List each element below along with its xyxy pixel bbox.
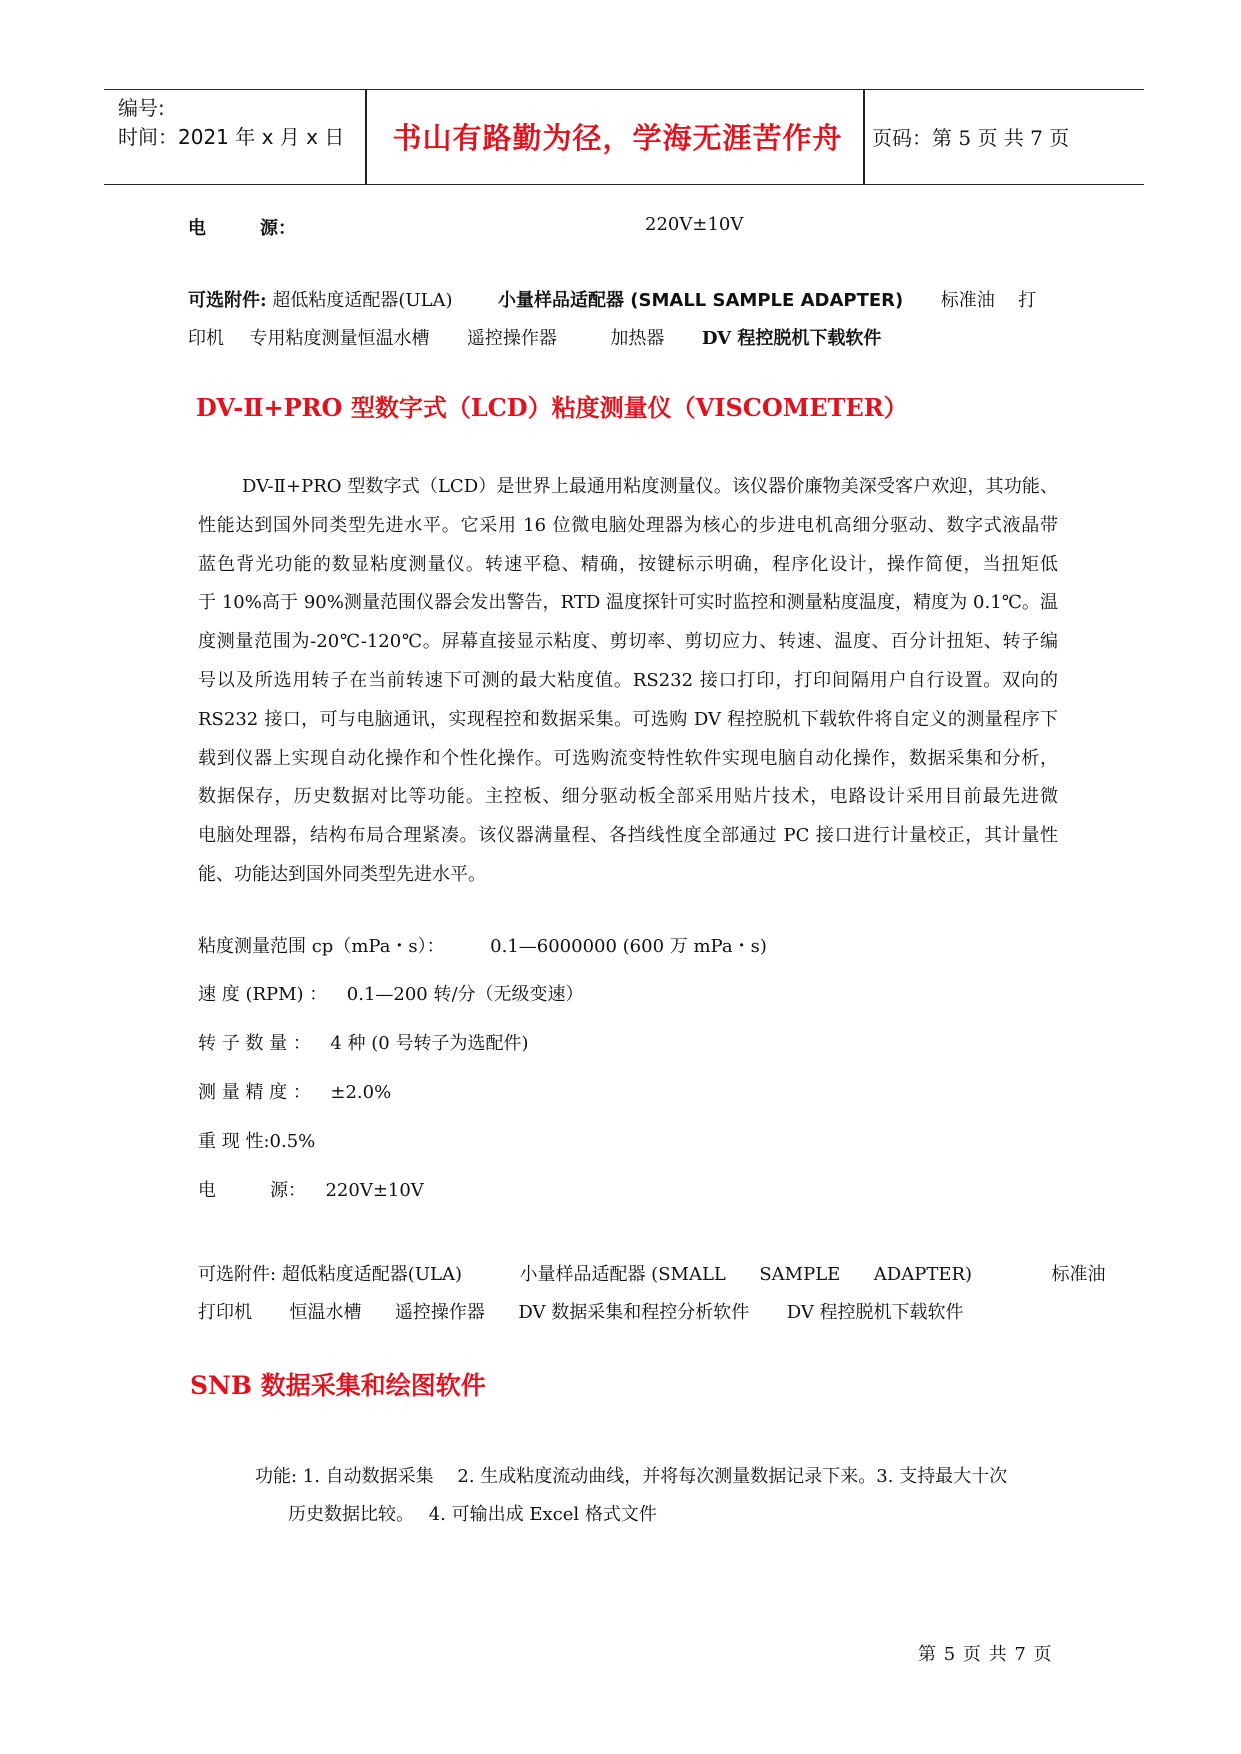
- paragraph-line: 能、功能达到国外同类型先进水平。: [198, 863, 486, 885]
- spec-row: [198, 1176, 424, 1202]
- accessory-item: 恒温水槽: [289, 1302, 362, 1323]
- accessory-item: 遥控操作器: [394, 1302, 485, 1323]
- header-page-info: 页码：第 5 页 共 7 页: [872, 126, 1070, 150]
- spec-label: 重 现 性:: [198, 1131, 270, 1152]
- accessory-item: 小量样品适配器 (SMALL SAMPLE ADAPTER): [498, 290, 904, 311]
- accessory-item: 专用粘度测量恒温水槽: [249, 328, 430, 349]
- header-divider: [863, 90, 865, 184]
- section1-paragraph: [198, 468, 1058, 895]
- spec-label: 粘度测量范围 cp（mPa・s）：: [198, 936, 445, 957]
- spec-value: 0.5%: [269, 1131, 316, 1152]
- accessories-line-1: [198, 1260, 1106, 1286]
- spec-value: 0.1—200 转/分（无级变速）: [346, 984, 584, 1005]
- accessory-item: DV 程控脱机下载软件: [701, 328, 882, 349]
- spec-label: 转 子 数 量 ：: [198, 1033, 311, 1054]
- section-title: SNB 数据采集和绘图软件: [190, 1371, 486, 1400]
- accessory-item: 小量样品适配器 (SMALL: [519, 1264, 726, 1285]
- header-motto: 书山有路勤为径，学海无涯苦作舟: [392, 121, 843, 155]
- prev-accessories-line-1: [188, 286, 1036, 312]
- spec-value: 4 种 (0 号转子为选配件): [330, 1033, 529, 1054]
- spec-value: 220V±10V: [325, 1180, 424, 1201]
- spec-label: 速 度 (RPM) ：: [198, 984, 328, 1005]
- paragraph-line: 度测量范围为-20℃-120℃。屏幕直接显示粘度、剪切率、剪切应力、转速、温度、百分计扭矩、转子编: [198, 631, 1058, 653]
- accessory-item: SAMPLE: [759, 1264, 841, 1285]
- section-title: DV-Ⅱ+PRO 型数字式（LCD）粘度测量仪（VISCOMETER）: [196, 393, 908, 422]
- spec-label: 电 源：: [198, 1180, 306, 1201]
- accessory-item: 打: [1018, 290, 1037, 311]
- paragraph-line: 载到仪器上实现自动化操作和个性化操作。可选购流变特性软件实现电脑自动化操作，数据采集和分析，: [198, 747, 1058, 769]
- paragraph-line: RS232 接口，可与电脑通讯，实现程控和数据采集。可选购 DV 程控脱机下载软件将自定义的测量程序下: [198, 708, 1058, 730]
- accessories-line-2: [198, 1298, 964, 1324]
- header-number-label: 编号:: [118, 96, 165, 120]
- prev-accessories-line-2: [188, 324, 881, 350]
- header-divider: [365, 90, 367, 184]
- spec-row: [198, 980, 584, 1006]
- function-line: 功能: 1. 自动数据采集 2. 生成粘度流动曲线，并将每次测量数据记录下来。3. 支持最大十次: [255, 1466, 1008, 1487]
- accessory-item: 标准油: [1051, 1264, 1106, 1285]
- header-meta: [118, 94, 344, 152]
- accessory-item: 加热器: [610, 328, 665, 349]
- header-time-label: 时间：2021 年 x 月 x 日: [118, 125, 345, 149]
- accessory-item: 超低粘度适配器(ULA): [281, 1264, 462, 1285]
- prev-accessories-label: 可选附件:: [188, 290, 267, 311]
- paragraph-line: 数据保存，历史数据对比等功能。主控板、细分驱动板全部采用贴片技术，电路设计采用目前最先进微: [198, 786, 1058, 808]
- spec-row: [198, 932, 767, 958]
- paragraph-line: 电脑处理器，结构布局合理紧凑。该仪器满量程、各挡线性度全部通过 PC 接口进行计量校正，其计量性: [198, 825, 1058, 847]
- spec-value: 0.1—6000000 (600 万 mPa・s): [490, 936, 767, 957]
- prev-power-value: 220V±10V: [645, 214, 744, 235]
- document-header: [104, 89, 1144, 185]
- paragraph-line: 于 10%高于 90%测量范围仪器会发出警告，RTD 温度探针可实时监控和测量粘度温度，精度为 0.1℃。温: [198, 592, 1058, 614]
- spec-label: 测 量 精 度 ：: [198, 1082, 311, 1103]
- spec-row: [198, 1078, 391, 1104]
- accessory-item: 超低粘度适配器(ULA): [272, 290, 453, 311]
- accessory-item: 遥控操作器: [466, 328, 557, 349]
- accessory-item: DV 数据采集和程控分析软件: [518, 1302, 750, 1323]
- paragraph-line: DV-Ⅱ+PRO 型数字式（LCD）是世界上最通用粘度测量仪。该仪器价廉物美深受客户欢迎，其功能、: [242, 476, 1058, 497]
- spec-row: [198, 1029, 528, 1055]
- accessory-item: 标准油: [940, 290, 995, 311]
- paragraph-line: 蓝色背光功能的数显粘度测量仪。转速平稳、精确，按键标示明确，程序化设计，操作简便，当扭矩低: [198, 553, 1058, 575]
- prev-power-label: 电 源：: [188, 218, 296, 239]
- accessory-item: DV 程控脱机下载软件: [786, 1302, 964, 1323]
- spec-row: [198, 1127, 315, 1153]
- paragraph-line: 号以及所选用转子在当前转速下可测的最大粘度值。RS232 接口打印，打印间隔用户自行设置。双向的: [198, 669, 1058, 691]
- paragraph-line: 性能达到国外同类型先进水平。它采用 16 位微电脑处理器为核心的步进电机高细分驱动、数字式液晶带: [198, 514, 1058, 536]
- page-footer: 第 5 页 共 7 页: [918, 1644, 1053, 1665]
- accessory-item: ADAPTER): [873, 1264, 973, 1285]
- function-line: 历史数据比较。 4. 可输出成 Excel 格式文件: [288, 1504, 657, 1525]
- spec-value: ±2.0%: [330, 1082, 392, 1103]
- accessory-item: 打印机: [198, 1302, 252, 1323]
- accessory-item: 印机: [188, 328, 224, 349]
- accessories-label: 可选附件:: [198, 1264, 277, 1285]
